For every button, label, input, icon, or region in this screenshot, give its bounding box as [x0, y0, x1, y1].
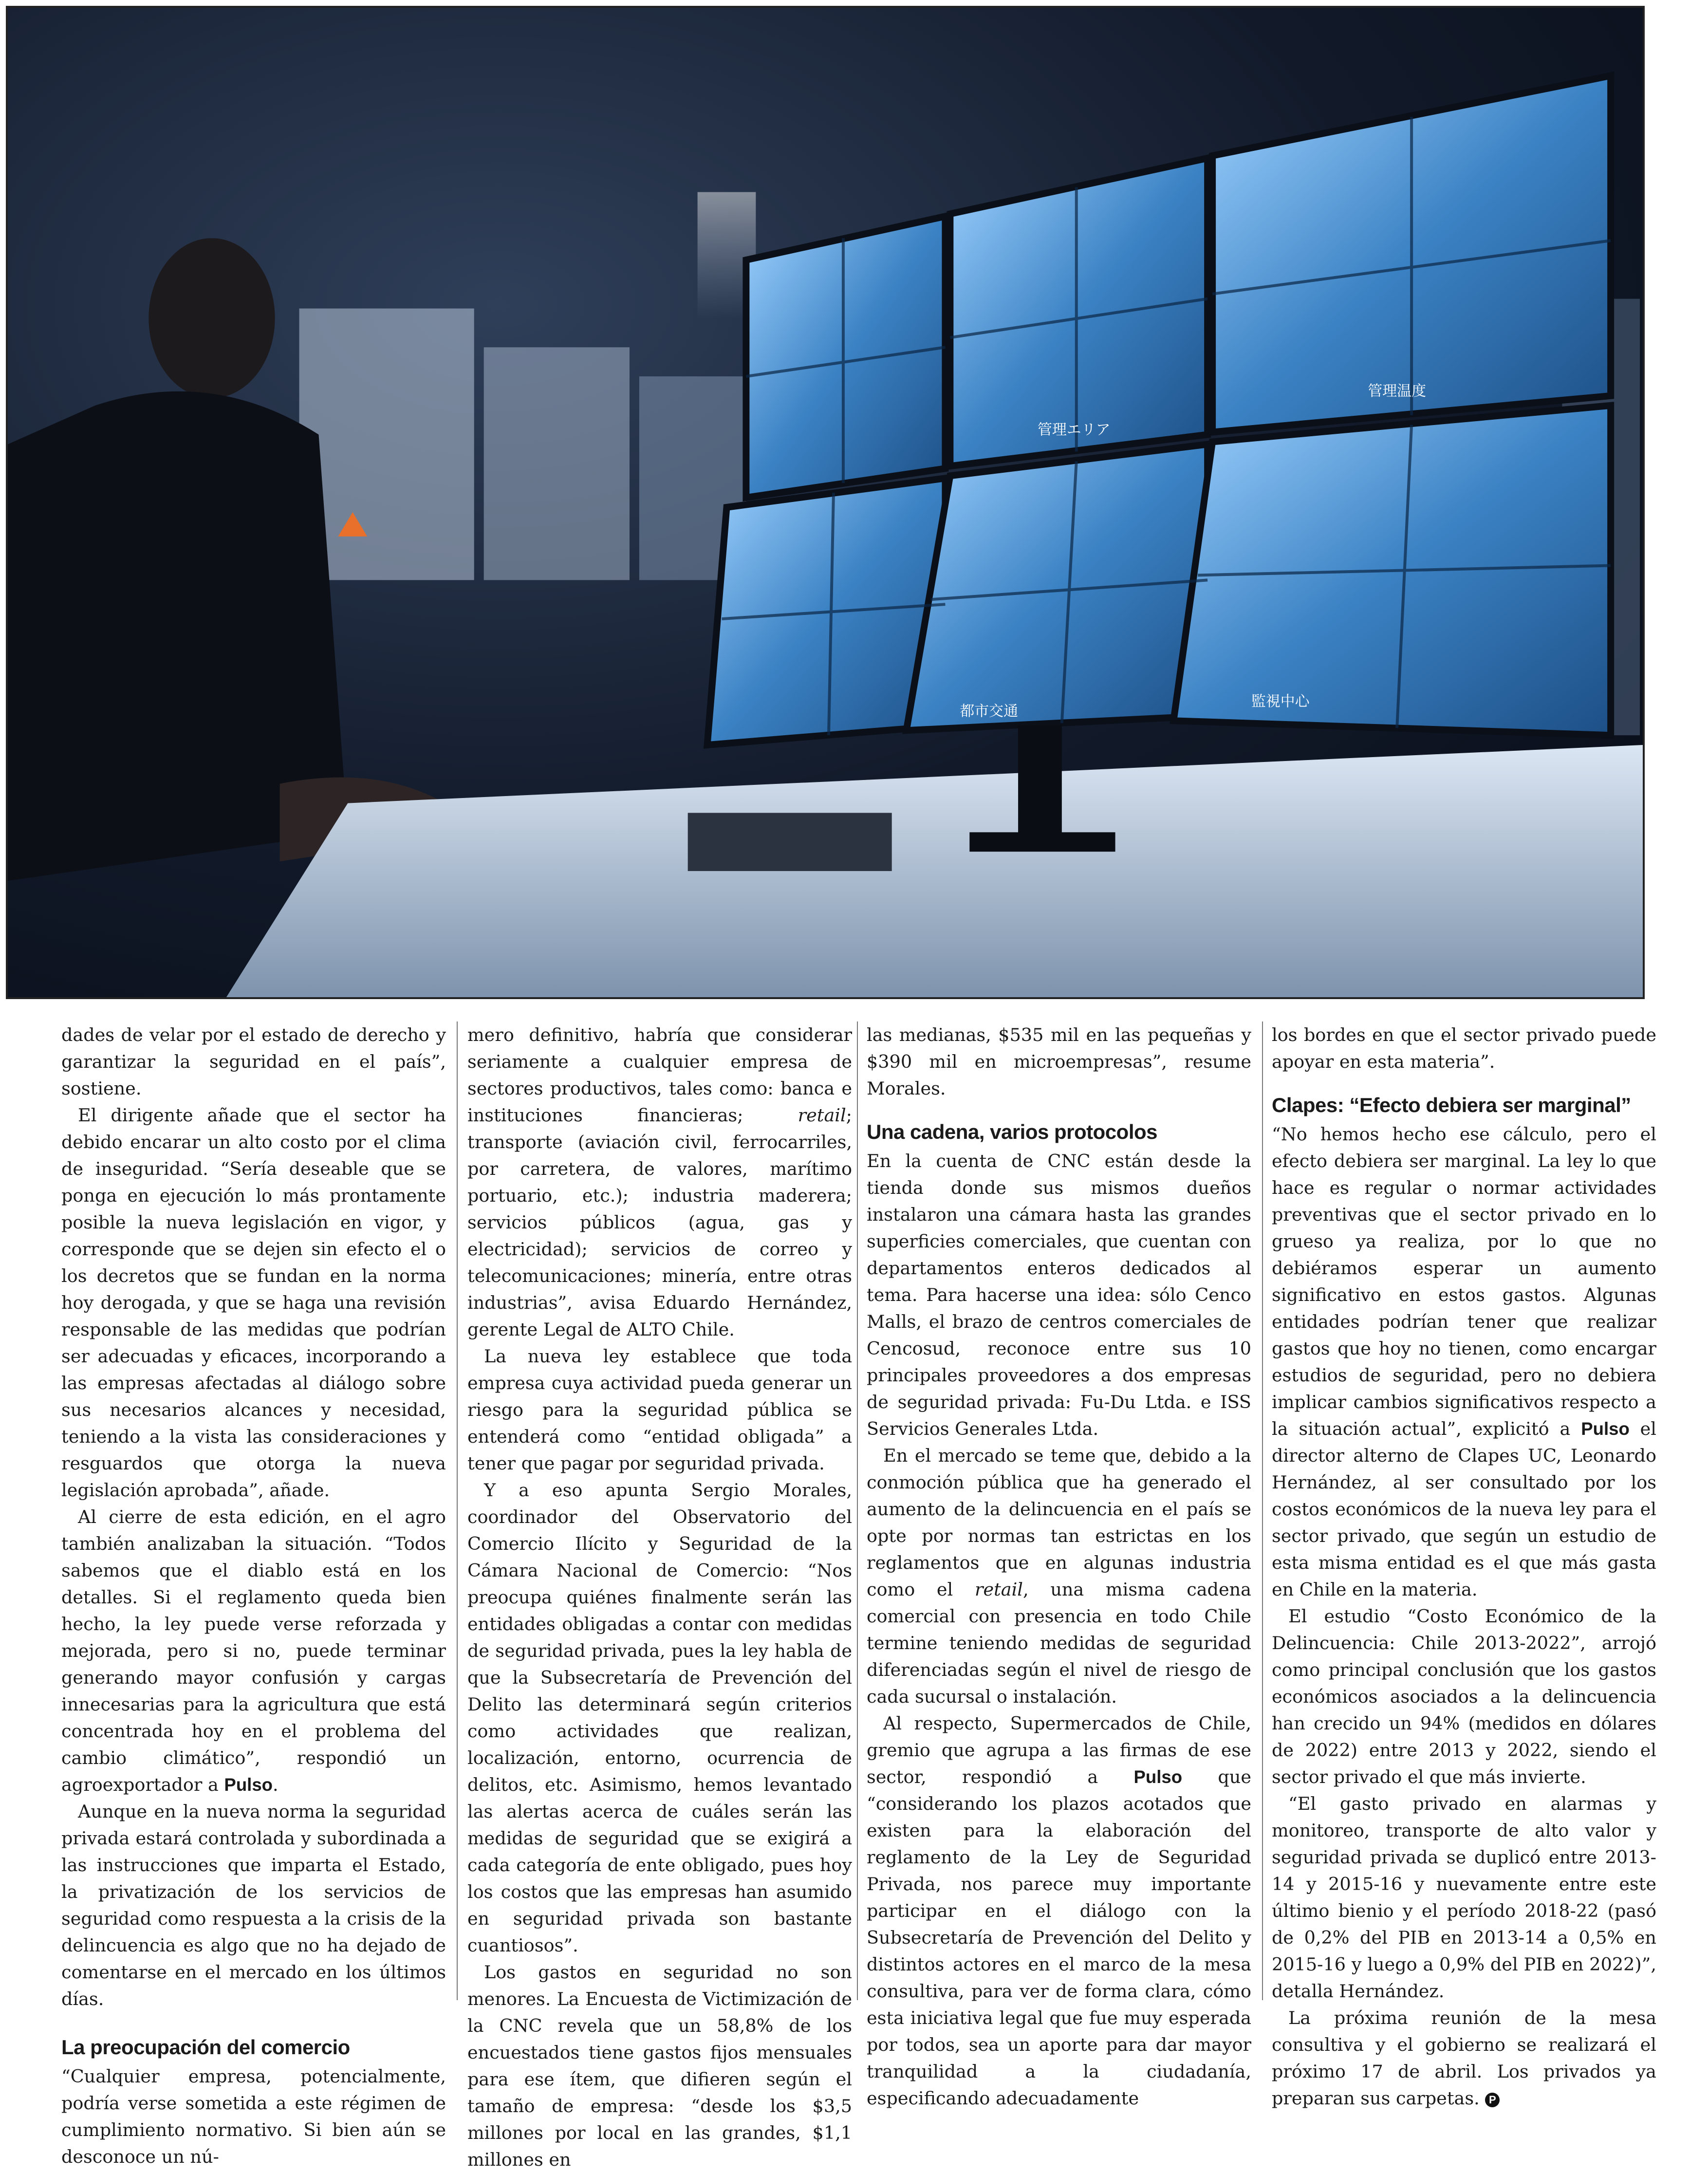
monitor-label: 管理エリア — [1037, 421, 1111, 439]
paragraph: En la cuenta de CNC están desde la tienda donde sus mismos dueños instalaron una cámara hasta las grandes superficies comerciales, que cuentan con departamentos enteros dedicados al tema. Para hacerse una idea: sólo Cenco Malls, el brazo de centros comerciales de Cencosud, reconoce entre sus 10 principales proveedores a dos empresas de seguridad privada: Fu-Du Ltda. e ISS Servicios Generales Ltda. — [867, 1151, 1251, 1439]
paragraph — [467, 1021, 852, 1343]
paragraph: “El gasto privado en alarmas y monitoreo, transporte de alto valor y seguridad privada se duplicó entre 2013-14 y 2015-16 y nuevamente entre este último bienio y el período 2018-22 (pasó de 0,2% del PIB en 2013-14 a 0,5% en 2015-16 y luego a 0,9% del PIB en 2022)”, detalla Hernández. — [1272, 1793, 1656, 2002]
paragraph — [1272, 2005, 1656, 2112]
paragraph: las medianas, $535 mil en las pequeñas y $390 mil en microempresas”, resume Morales. — [867, 1024, 1251, 1099]
paragraph: Los gastos en seguridad no son menores. La Encuesta de Victimización de la CNC revela que un 58,8% de los encuestados tiene gastos fijos mensuales para ese ítem, que difieren según el tamaño de empresa: “desde los $3,5 millones por local en las grandes, $1,1 millones en — [467, 1962, 852, 2170]
section-heading: Clapes: “Efecto debiera ser marginal” — [1272, 1094, 1631, 1116]
paragraph: Aunque en la nueva norma la seguridad privada estará controlada y subordinada a las instrucciones que imparta el Estado, la privatización de los servicios de seguridad como respuesta a la crisis de la delincuencia es algo que no ha dejado de comentarse en el mercado en los últimos días. — [61, 1801, 446, 2009]
paragraph-text: que “considerando los plazos acotados que existen para la elaboración del reglamento de la Ley de Seguridad Privada, nos parece muy importante participar en el diálogo con la Subsecretaría de Prevención del Delito y distintos actores en el marco de la mesa consultiva, para ver de forma clara, cómo esta iniciativa legal que fue muy esperada por todos, sea un aporte para dar mayor tranquilidad a la ciudadanía, especificando adecuadamente — [867, 1766, 1251, 2109]
monitor-wall — [707, 75, 1611, 745]
paragraph-text: “No hemos hecho ese cálculo, pero el efecto debiera ser marginal. La ley lo que hace es regular o normar actividades preventivas que el sector privado en lo grueso ya realiza, por lo que no debiéramos esperar un aumento significativo en estos gastos. Algunas entidades podrían tener que realizar gastos que hoy no tienen, como encargar estudios de seguridad, pero no debiera implicar cambios significativos respecto a la situación actual”, explicitó a — [1272, 1124, 1656, 1439]
paragraph: los bordes en que el sector privado puede apoyar en esta materia”. — [1272, 1024, 1656, 1072]
background-machine — [484, 347, 630, 580]
desk — [226, 745, 1643, 997]
brand-pulso: Pulso — [1133, 1767, 1183, 1787]
paragraph-text: , una misma cadena comercial con presencia en todo Chile termine teniendo medidas de seguridad diferenciadas según el nivel de riesgo de cada sucursal o instalación. — [867, 1579, 1251, 1707]
paragraph-text: La próxima reunión de la mesa consultiva y el gobierno se realizará el próximo 17 de abril. Los privados ya preparan sus carpetas. — [1272, 2007, 1656, 2109]
article-column-1 — [61, 1021, 446, 2167]
paragraph-text: Al respecto, Supermercados de Chile, gremio que agrupa a las firmas de ese sector, respondió a — [867, 1713, 1251, 1787]
paragraph — [867, 1442, 1251, 1710]
punctuation: . — [273, 1774, 278, 1795]
paragraph: El dirigente añade que el sector ha debido encarar un alto costo por el clima de inseguridad. “Sería deseable que se ponga en ejecución lo más prontamente posible la nueva legislación en vigor, y corresponde que se dejen sin efecto el o los decretos que se fundan en la norma hoy derogada, y que se haga una revisión responsable de las medidas que podrían ser adecuadas y eficaces, incorporando a las empresas afectadas al diálogo sobre sus necesarios alcances y necesidad, teniendo a la vista las consideraciones y resguardos que otorga la nueva legislación aprobada”, añade. — [61, 1105, 446, 1501]
section-heading: La preocupación del comercio — [61, 2036, 350, 2059]
brand-pulso: Pulso — [224, 1775, 273, 1795]
italic-term: retail — [974, 1579, 1023, 1600]
paragraph — [867, 1710, 1251, 2112]
monitor-label: 管理温度 — [1368, 382, 1427, 400]
section-heading: Una cadena, varios protocolos — [867, 1120, 1158, 1143]
paragraph — [61, 1504, 446, 1798]
paragraph: “Cualquier empresa, potencialmente, podría verse sometida a este régimen de cumplimiento normativo. Si bien aún se desconoce un nú- — [61, 2066, 446, 2167]
paragraph-text: ; transporte (aviación civil, ferrocarriles, por carretera, de valores, marítimo portuario, etc.); industria maderera; servicios públicos (agua, gas y electricidad); servicios de correo y telecomunicaciones; minería, entre otras industrias”, avisa Eduardo Hernández, gerente Legal de ALTO Chile. — [467, 1105, 852, 1340]
article-column-4 — [1272, 1021, 1656, 2109]
column-divider — [457, 1021, 458, 2000]
paragraph-text: mero definitivo, habría que considerar seriamente a cualquier empresa de sectores productivos, tales como: banca e instituciones financieras; — [467, 1024, 852, 1126]
paragraph: Y a eso apunta Sergio Morales, coordinador del Observatorio del Comercio Ilícito y Seguridad de la Cámara Nacional de Comercio: “Nos preocupa quiénes finalmente serán las entidades obligadas a contar con medidas de seguridad privada, pues la ley habla de que la Subsecretaría de Prevención del Delito las determinará según criterios como actividades que realizan, localización, entorno, ocurrencia de delitos, etc. Asimismo, hemos levantado las alertas acerca de cuáles serán las medidas de seguridad que se exigirá a cada categoría de ente obligado, pues hoy los costos que las empresas han asumido en seguridad privada son bastante cuantiosos”. — [467, 1480, 852, 1956]
article-photo — [6, 6, 1645, 999]
security-monitoring-illustration — [8, 8, 1643, 997]
paragraph-text: el director alterno de Clapes UC, Leonardo Hernández, al ser consultado por los costos económicos de la nueva ley para el sector privado, que según un estudio de esta misma entidad es el que más gasta en Chile en la materia. — [1272, 1418, 1656, 1600]
article-body — [0, 1021, 1708, 2170]
monitor-label: 監視中心 — [1251, 693, 1310, 710]
paragraph — [1272, 1121, 1656, 1603]
paragraph: dades de velar por el estado de derecho y garantizar la seguridad en el país”, sostiene. — [61, 1024, 446, 1099]
column-divider — [1262, 1021, 1263, 2000]
paragraph-text: En el mercado se teme que, debido a la conmoción pública que ha generado el aumento de la delincuencia en el país se opte por normas tan estrictas en los reglamentos que en algunas industria como el — [867, 1445, 1251, 1600]
article-column-2 — [467, 1021, 852, 2170]
monitor-label: 都市交通 — [960, 703, 1018, 720]
keyboard — [688, 813, 892, 871]
paragraph: La nueva ley establece que toda empresa cuya actividad pueda generar un riesgo para la seguridad pública se entenderá como “entidad obligada” a tener que pagar por seguridad privada. — [467, 1346, 852, 1474]
operator-head — [149, 238, 275, 398]
italic-term: retail — [798, 1105, 846, 1126]
end-of-article-icon: P — [1485, 2093, 1500, 2107]
column-divider — [857, 1021, 858, 2000]
brand-pulso: Pulso — [1581, 1419, 1630, 1439]
article-column-3 — [867, 1021, 1251, 2109]
paragraph-text: Al cierre de esta edición, en el agro también analizaban la situación. “Todos sabemos que el diablo está en los detalles. Si el reglamento queda bien hecho, la ley puede verse reforzada y mejorada, pero si no, puede terminar generando mayor confusión y cargas innecesarias para la agricultura que está concentrada hoy en el problema del cambio climático”, respondió un agroexportador a — [61, 1506, 446, 1795]
monitor-stand — [1018, 725, 1062, 837]
paragraph: El estudio “Costo Económico de la Delincuencia: Chile 2013-2022”, arrojó como principal conclusión que los gastos económicos asociados a la delincuencia han crecido un 94% (medidos en dólares de 2022) entre 2013 y 2022, siendo el sector privado el que más invierte. — [1272, 1606, 1656, 1787]
